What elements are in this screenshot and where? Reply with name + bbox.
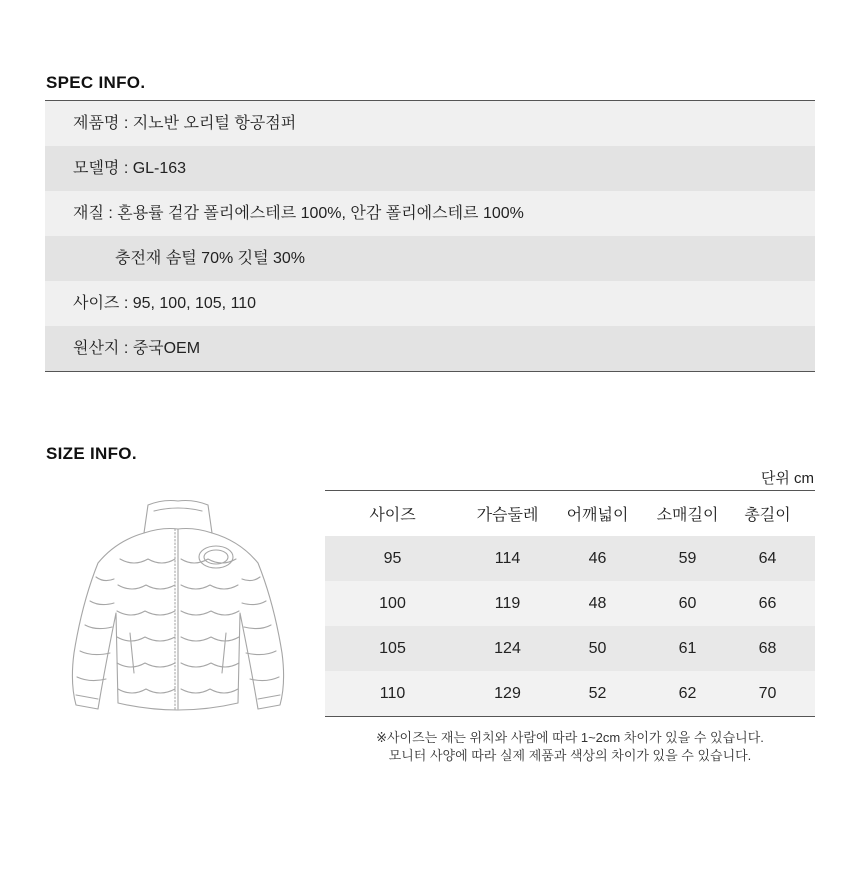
spec-row-filling: 충전재 솜털 70% 깃털 30%	[45, 236, 815, 281]
size-notes	[325, 729, 815, 765]
spec-row-model: 모델명 : GL-163	[45, 146, 815, 191]
size-info-title: SIZE INFO.	[46, 444, 137, 463]
table-row	[325, 626, 815, 671]
note-measurement: ※사이즈는 재는 위치와 사람에 따라 1~2cm 차이가 있을 수 있습니다.	[376, 730, 764, 745]
header-chest: 가슴둘레	[476, 507, 539, 524]
spec-table	[45, 100, 815, 372]
cell-length: 64	[758, 549, 777, 567]
header-size: 사이즈	[369, 507, 416, 524]
cell-sleeve: 61	[678, 639, 697, 657]
cell-chest: 129	[494, 684, 521, 702]
spec-row-sizes: 사이즈 : 95, 100, 105, 110	[45, 281, 815, 326]
table-row	[325, 581, 815, 626]
cell-size: 100	[379, 594, 406, 612]
cell-shoulder: 50	[588, 639, 607, 657]
note-monitor: 모니터 사양에 따라 실제 제품과 색상의 차이가 있을 수 있습니다.	[388, 748, 752, 763]
cell-shoulder: 46	[588, 549, 607, 567]
cell-length: 66	[758, 594, 777, 612]
cell-size: 105	[379, 639, 406, 657]
spec-row-product-name: 제품명 : 지노반 오리털 항공점퍼	[45, 101, 815, 146]
header-length: 총길이	[744, 507, 791, 524]
cell-chest: 119	[494, 594, 521, 612]
size-table-header	[325, 491, 815, 536]
cell-size: 95	[383, 549, 402, 567]
cell-sleeve: 62	[678, 684, 697, 702]
cell-length: 70	[758, 684, 777, 702]
cell-chest: 124	[494, 639, 521, 657]
header-sleeve: 소매길이	[656, 507, 719, 524]
table-row	[325, 671, 815, 716]
cell-size: 110	[379, 684, 406, 702]
spec-info-title: SPEC INFO.	[46, 73, 146, 92]
cell-shoulder: 48	[588, 594, 607, 612]
cell-sleeve: 60	[678, 594, 697, 612]
cell-shoulder: 52	[588, 684, 607, 702]
cell-length: 68	[758, 639, 777, 657]
size-table	[325, 490, 815, 717]
cell-chest: 114	[494, 549, 521, 567]
jacket-illustration	[68, 493, 298, 719]
table-row	[325, 536, 815, 581]
cell-sleeve: 59	[678, 549, 697, 567]
spec-row-material: 재질 : 혼용률 겉감 폴리에스테르 100%, 안감 폴리에스테르 100%	[45, 191, 815, 236]
header-shoulder: 어깨넓이	[566, 507, 629, 524]
spec-row-origin: 원산지 : 중국OEM	[45, 326, 815, 371]
unit-label: 단위 cm	[760, 470, 814, 487]
